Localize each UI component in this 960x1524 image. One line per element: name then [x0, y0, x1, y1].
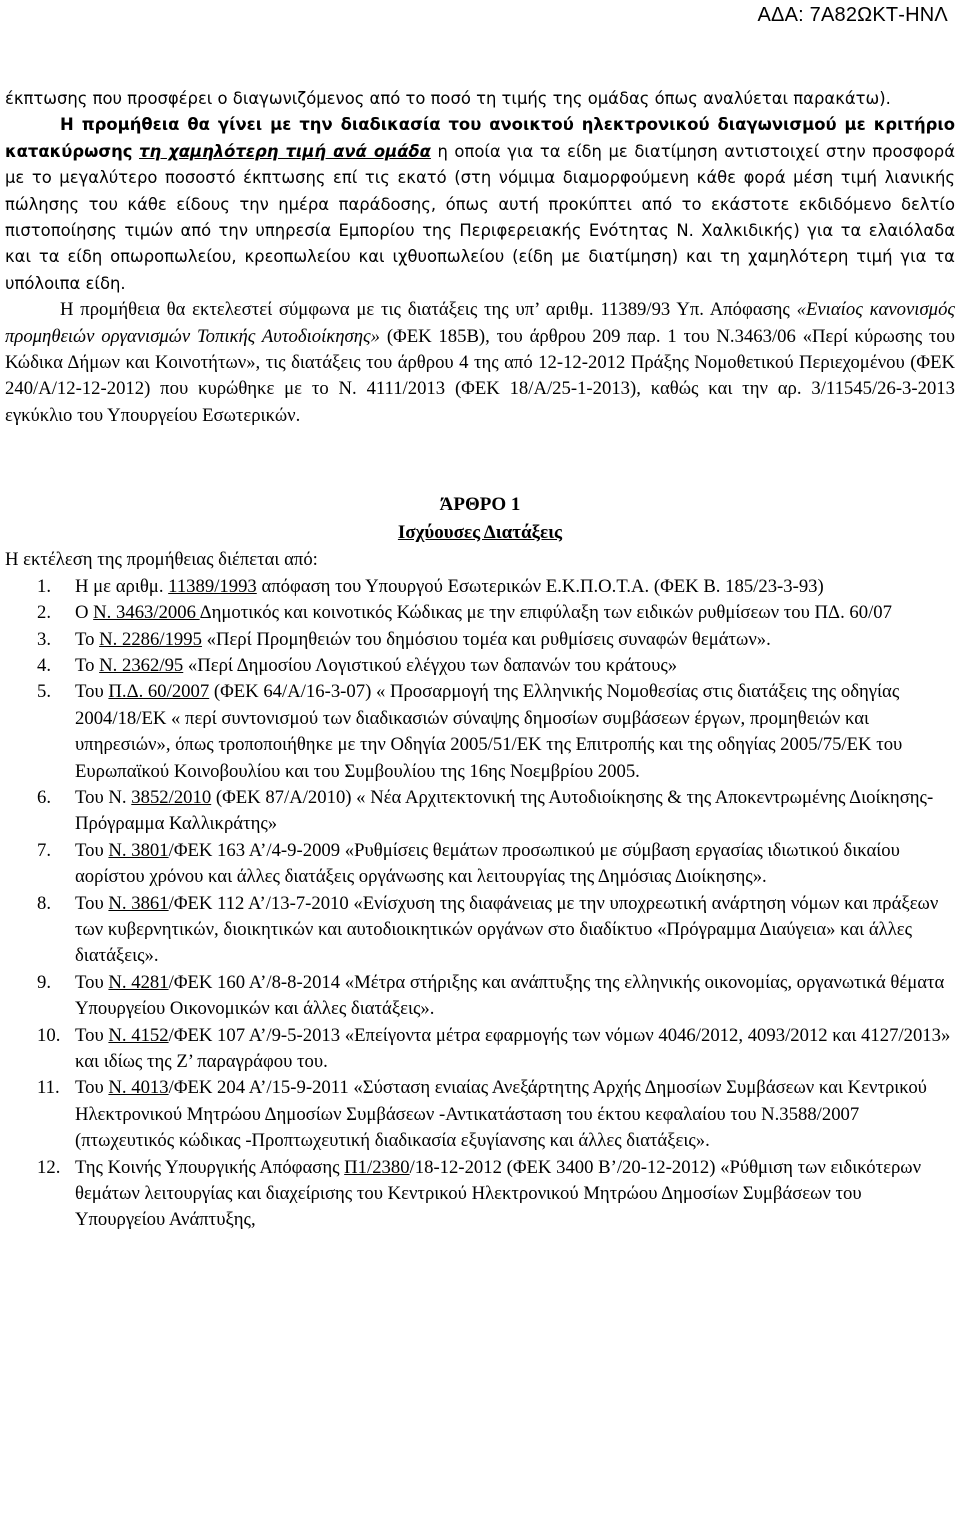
list-item: 12. Της Κοινής Υπουργικής Απόφασης Π1/2380/18-12-2012 (ΦΕΚ 3400 Β’/20-12-2012) «Ρύθμιση των ειδικότερων θεμάτων λειτουργίας και διαχείρισης του Κεντρικού Ηλεκτρονικού Μητρώου Δημοσίων Συμβάσεων του Υπουργείου Ανάπτυξης, — [37, 1156, 922, 1231]
list-item: 8. Του Ν. 3861/ΦΕΚ 112 Α’/13-7-2010 «Ενίσχυση της διαφάνειας με την υποχρεωτική ανάρτηση νόμων και πράξεων των κυβερνητικών, διοικητικών και αυτοδιοικητικών οργάνων στο διαδίκτυο «Πρόγραμμα Διαύγεια» και άλλες διατάξεις». — [37, 892, 939, 967]
list-number: 9. — [37, 971, 52, 993]
laws-list — [5, 574, 955, 1234]
paragraph-intro-1: έκπτωσης που προσφέρει ο διαγωνιζόμενος από το ποσό τη τιμής της ομάδας όπως αναλύεται παρακάτω). — [5, 89, 891, 108]
procedure-rest-text: η οποία για τα είδη με διατίμηση αντιστοιχεί στην προσφορά με το μεγαλύτερο ποσοστό έκπτωσης επί τις εκατό (στη νόμιμα διαμορφούμενη κάθε φορά μέση τιμή λιανικής πώλησης του κάθε είδους την ημέρα παράδοσης, όπως αυτή προκύπτει από το εκάστοτε εκδιδόμενο δελτίο πιστοποίησης τιμών από την υπηρεσία Εμπορίου της Περιφερειακής Ενότητας Ν. Χαλκιδικής) για τα ελαιόλαδα και τα είδη οπωροπωλείου, κρεοπωλείου και ιχθυοπωλείου (είδη με διατίμηση) και τη χαμηλότερη τιμή για τα υπόλοιπα είδη. — [5, 141, 955, 293]
list-item: 3. Το Ν. 2286/1995 «Περί Προμηθειών του δημόσιου τομέα και ρυθμίσεις συναφών θεμάτων». — [5, 627, 955, 653]
list-item: 7. Του Ν. 3801/ΦΕΚ 163 Α’/4-9-2009 «Ρυθμίσεις θεμάτων προσωπικού με σύμβαση εργασίας ιδιωτικού δικαίου αορίστου χρόνου και άλλες διατάξεις οργάνωσης και λειτουργίας της Δημόσιας Διοίκησης». — [37, 839, 900, 888]
list-item: 5. Του Π.Δ. 60/2007 (ΦΕΚ 64/Α/16-3-07) « Προσαρμογή της Ελληνικής Νομοθεσίας στις διατάξεις της οδηγίας 2004/18/ΕΚ « περί συντονισμού των διαδικασιών σύναψης δημοσίων συμβάσεων έργων, προμηθειών και υπηρεσιών», όπως τροποποιήθηκε με την Οδηγία 2005/51/ΕΚ της Επιτροπής και της οδηγίας 2005/75/ΕΚ του Ευρωπαϊκού Κοινοβουλίου και του Συμβουλίου της 16ης Νοεμβρίου 2005. — [37, 681, 903, 782]
list-number: 4. — [37, 654, 52, 676]
list-item: 11. Του Ν. 4013/ΦΕΚ 204 Α’/15-9-2011 «Σύσταση ενιαίας Ανεξάρτητης Αρχής Δημοσίων Συμβάσεων και Κεντρικού Ηλεκτρονικού Μητρώου Δημοσίων Συμβάσεων -Αντικατάσταση του έκτου κεφαλαίου του Ν.3588/2007 (πτωχευτικός κώδικας -Προπτωχευτική διαδικασία εξυγίανσης και άλλες διατάξεις». — [37, 1077, 927, 1152]
law-reference: Ν. 2362/95 — [99, 654, 184, 676]
document-body — [5, 86, 955, 1234]
list-number: 3. — [37, 628, 52, 650]
list-item: 1. Η με αριθμ. 11389/1993 απόφαση του Υπουργού Εσωτερικών Ε.Κ.Π.Ο.Τ.Α. (ΦΕΚ Β. 185/23-3-93) — [5, 574, 955, 600]
law-reference: Ν. 4152 — [108, 1024, 169, 1046]
list-item: 9. Του Ν. 4281/ΦΕΚ 160 Α’/8-8-2014 «Μέτρα στήριξης και ανάπτυξης της ελληνικής οικονομίας, οργανωτικά θέματα Υπουργείου Οικονομικών και άλλες διατάξεις». — [37, 971, 945, 1020]
list-item: 10. Του Ν. 4152/ΦΕΚ 107 Α’/9-5-2013 «Επείγοντα μέτρα εφαρμογής των νόμων 4046/2012, 4093/2012 και 4127/2013» και ιδίως της Ζ’ παραγράφου του. — [37, 1024, 951, 1072]
regulation-title-italic: «Ενιαίος κανονισμός προμηθειών οργανισμών Τοπικής Αυτοδιοίκησης» — [5, 299, 955, 347]
law-reference: Ν. 3801 — [108, 839, 169, 861]
paragraph-procurement-procedure — [5, 112, 955, 297]
list-number: 1. — [37, 575, 52, 597]
paragraph-legal-basis — [5, 297, 955, 429]
list-item: 4. Το Ν. 2362/95 «Περί Δημοσίου Λογιστικού ελέγχου των δαπανών του κράτους» — [5, 653, 955, 679]
legal-basis-text-b: (ΦΕΚ 185Β), του άρθρου 209 παρ. 1 του Ν.3463/06 «Περί κύρωσης του Κώδικα Δήμων και Κοινοτήτων», τις διατάξεις του άρθρου 4 της από 12-12-2012 Πράξης Νομοθετικού Περιεχομένου (ΦΕΚ 240/Α/12-12-2012) που κυρώθηκε με το Ν. 4111/2013 (ΦΕΚ 18/Α/25-1-2013), καθώς και την αρ. 3/11545/26-3-2013 εγκύκλιο του Υπουργείου Εσωτερικών. — [5, 325, 956, 426]
list-item: 2. Ο Ν. 3463/2006 Δημοτικός και κοινοτικός Κώδικας με την επιφύλαξη των ειδικών ρυθμίσεων του ΠΔ. 60/07 — [5, 600, 955, 626]
list-number: 10. — [37, 1024, 61, 1046]
law-reference: Ν. 4013 — [108, 1077, 169, 1099]
list-number: 11. — [37, 1077, 60, 1099]
spacer — [5, 429, 955, 491]
law-reference: Ν. 3861 — [108, 892, 169, 914]
law-reference: Π1/2380 — [344, 1156, 410, 1178]
article-title: Ισχύουσες Διατάξεις — [397, 522, 563, 544]
ada-identifier: ΑΔΑ: 7Α82ΩΚΤ-ΗΝΛ — [757, 4, 948, 26]
law-reference: 3852/2010 — [131, 786, 212, 808]
list-number: 2. — [37, 602, 52, 624]
list-number: 5. — [37, 681, 52, 703]
law-reference: 11389/1993 — [168, 575, 257, 597]
law-reference: Ν. 4281 — [108, 971, 169, 993]
law-reference: Π.Δ. 60/2007 — [108, 681, 210, 703]
article-number: ΆΡΘΡΟ 1 — [439, 494, 521, 516]
law-reference: Ν. 3463/2006 — [93, 602, 200, 624]
article-lead: Η εκτέλεση της προμήθειας διέπεται από: — [5, 549, 318, 571]
procedure-bold-text: Η προμήθεια θα γίνει με την διαδικασία του ανοικτού ηλεκτρονικού διαγωνισμού με κριτήριο κατακύρωσης — [5, 115, 955, 161]
list-number: 12. — [37, 1156, 61, 1178]
law-reference: Ν. 2286/1995 — [99, 628, 202, 650]
lowest-price-criterion: τη χαμηλότερη τιμή ανά ομάδα — [139, 141, 431, 161]
list-number: 6. — [37, 786, 52, 808]
list-number: 8. — [37, 892, 52, 914]
list-item: 6. Του Ν. 3852/2010 (ΦΕΚ 87/Α/2010) « Νέα Αρχιτεκτονική της Αυτοδιοίκησης & της Αποκεντρωμένης Διοίκησης-Πρόγραμμα Καλλικράτης» — [37, 786, 934, 835]
legal-basis-text-a: Η προμήθεια θα εκτελεστεί σύμφωνα με τις διατάξεις της υπ’ αριθμ. 11389/93 Υπ. Απόφασης — [60, 299, 790, 321]
list-number: 7. — [37, 839, 52, 861]
